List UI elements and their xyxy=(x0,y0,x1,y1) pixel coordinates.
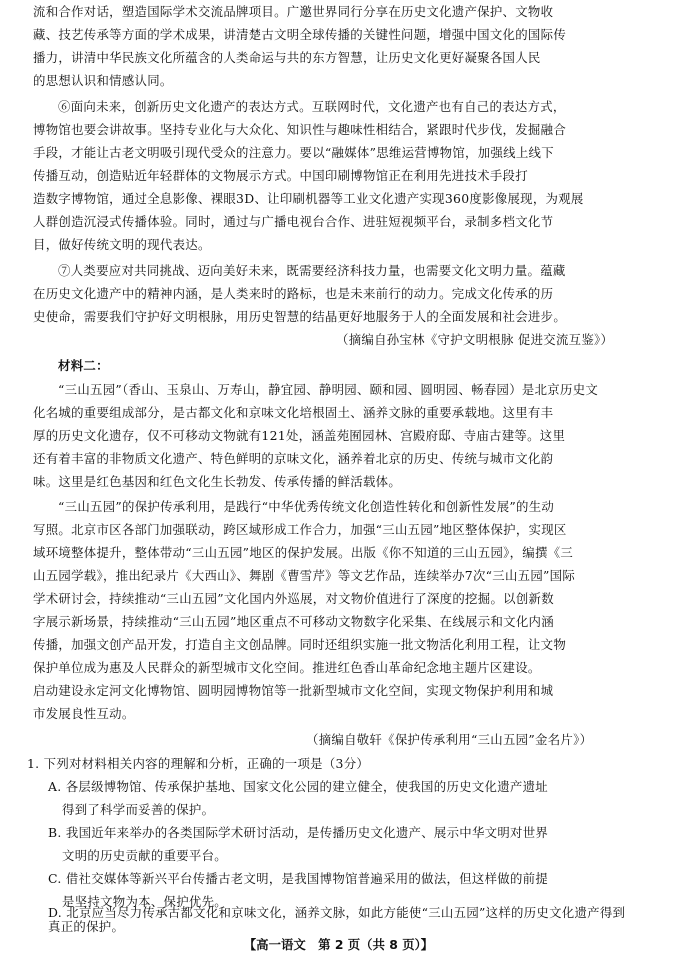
paragraph-line: 化名城的重要组成部分，是古都文化和京味文化培根固土、涵养文脉的重要承载地。这里有丰 xyxy=(33,405,554,420)
paragraph-line: ⑦人类要应对共同挑战、迈向美好未来，既需要经济科技力量，也需要文化文明力量。蕴藏 xyxy=(58,263,566,278)
paragraph-line: 保护单位成为惠及人民群众的新型城市文化空间。推进红色香山革命纪念地主题片区建设。 xyxy=(33,660,541,675)
paragraph-line: 市发展良性互动。 xyxy=(33,706,135,721)
option-b-continued[interactable]: 文明的历史贡献的重要平台。 xyxy=(62,848,227,863)
paragraph-line: 博物馆也要会讲故事。坚持专业化与大众化、知识性与趣味性相结合，紧跟时代步伐，发掘融合 xyxy=(33,122,567,137)
paragraph-line: “三山五园”（香山、玉泉山、万寿山，静宜园、静明园、颐和园、圆明园、畅春园）是北京历史文 xyxy=(58,382,599,397)
paragraph-line: 还有着丰富的非物质文化遗产、特色鲜明的京味文化，涵养着北京的历史、传统与城市文化韵 xyxy=(33,451,554,466)
paragraph-line: 字展示新场景，持续推动“三山五园”地区重点不可移动文物数字化采集、在线展示和文化内涵 xyxy=(33,614,554,629)
option-d[interactable]: D. 北京应当尽力传承古都文化和京味文化，涵养文脉，如此方能使“三山五园”这样的历史文化遗产得到真正的保护。 xyxy=(48,905,626,934)
paragraph-line: 传播互动，创造贴近年轻群体的文物展示方式。中国印刷博物馆正在利用先进技术手段打 xyxy=(33,168,528,183)
option-a[interactable]: A. 各层级博物馆、传承保护基地、国家文化公园的建立健全，使我国的历史文化遗产遗址 xyxy=(48,779,548,794)
paragraph-line: 藏、技艺传承等方面的学术成果，讲清楚古文明全球传播的关键性问题，增强中国文化的国际传 xyxy=(33,27,567,42)
paragraph-line: 山五园学载》，推出纪录片《大西山》、舞剧《曹雪芹》等文艺作品，连续举办7次“三山五园”国际 xyxy=(33,568,576,583)
page-footer: 【高一语文 第 2 页（共 8 页）】 xyxy=(243,937,434,952)
paragraph-line: 手段，才能让古老文明吸引现代受众的注意力。要以“融媒体”思维运营博物馆，加强线上线下 xyxy=(33,145,554,160)
option-c-continued[interactable]: 是坚持文物为本、保护优先。 xyxy=(62,894,227,909)
option-a-continued[interactable]: 得到了科学而妥善的保护。 xyxy=(62,802,215,817)
paragraph-line: “三山五园”的保护传承利用，是践行“中华优秀传统文化创造性转化和创新性发展”的生动 xyxy=(58,499,555,514)
paragraph-line: 造数字博物馆，通过全息影像、裸眼3D、让印刷机器等工业文化遗产实现360度影像展现，为观展 xyxy=(33,191,584,206)
paragraph-line: 在历史文化遗产中的精神内涵，是人类来时的路标，也是未来前行的动力。完成文化传承的历 xyxy=(33,286,554,301)
paragraph-line: 学术研讨会，持续推动“三山五园”文化国内外巡展，对文物价值进行了深度的挖掘。以创新数 xyxy=(33,591,554,606)
source-citation: （摘编自孙宝林《守护文明根脉 促进交流互鉴》） xyxy=(336,332,614,347)
source-citation: （摘编自敬轩《保护传承利用“三山五园”金名片》） xyxy=(306,732,593,747)
paragraph-line: 传播，加强文创产品开发，打造自主文创品牌。同时还组织实施一批文物活化利用工程，让文物 xyxy=(33,637,567,652)
paragraph-line: 人群创造沉浸式传播体验。同时，通过与广播电视台合作、进驻短视频平台，录制多档文化节 xyxy=(33,214,554,229)
question-stem: 1. 下列对材料相关内容的理解和分析，正确的一项是（3分） xyxy=(27,756,370,771)
option-c[interactable]: C. 借社交媒体等新兴平台传播古老文明，是我国博物馆普遍采用的做法，但这样做的前提 xyxy=(48,871,549,886)
paragraph-line: 的思想认识和情感认同。 xyxy=(33,73,173,88)
paragraph-line: 写照。北京市区各部门加强联动，跨区域形成工作合力，加强“三山五园”地区整体保护，实现区 xyxy=(33,522,567,537)
paragraph-line: 播力，讲清中华民族文化所蕴含的人类命运与共的东方智慧，让历史文化更好凝聚各国人民 xyxy=(33,50,541,65)
paragraph-line: 流和合作对话，塑造国际学术交流品牌项目。广邀世界同行分享在历史文化遗产保护、文物收 xyxy=(33,4,554,19)
paragraph-line: ⑥面向未来，创新历史文化遗产的表达方式。互联网时代，文化遗产也有自己的表达方式， xyxy=(58,99,566,114)
paragraph-line: 启动建设永定河文化博物馆、圆明园博物馆等一批新型城市文化空间，实现文物保护利用和城 xyxy=(33,683,554,698)
paragraph-line: 味。这里是红色基因和红色文化生长勃发、传承传播的鲜活载体。 xyxy=(33,474,402,489)
paragraph-line: 史使命，需要我们守护好文明根脉，用历史智慧的结晶更好地服务于人的全面发展和社会进步。 xyxy=(33,309,567,324)
paragraph-line: 厚的历史文化遗存，仅不可移动文物就有121处，涵盖苑囿园林、宫殿府邸、寺庙古建等。这里 xyxy=(33,428,566,443)
paragraph-line: 目，做好传统文明的现代表达。 xyxy=(33,237,211,252)
section-heading: 材料二： xyxy=(58,358,109,373)
option-b[interactable]: B. 我国近年来举办的各类国际学术研讨活动，是传播历史文化遗产、展示中华文明对世界 xyxy=(48,825,549,840)
paragraph-line: 域环境整体提升，整体带动“三山五园”地区的保护发展。出版《你不知道的三山五园》，编撰《三 xyxy=(33,545,574,560)
